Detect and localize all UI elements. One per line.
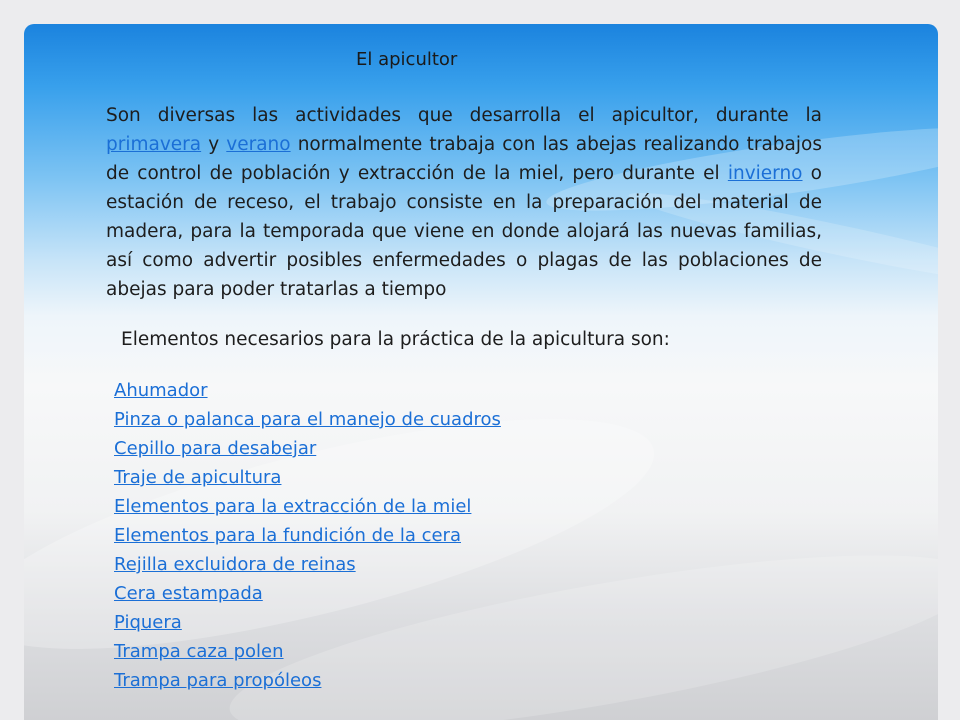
list-item: [114, 550, 501, 579]
link-traje-apicultura[interactable]: Traje de apicultura: [114, 467, 282, 488]
paragraph-text: normalmente trabaja con las abejas realizando trabajos de control de población y extracción de la miel, pero durante el: [106, 134, 822, 184]
intro-paragraph: [106, 101, 822, 304]
link-trampa-propoleos[interactable]: Trampa para propóleos: [114, 670, 322, 691]
link-trampa-caza-polen[interactable]: Trampa caza polen: [114, 641, 284, 662]
list-item: [114, 376, 501, 405]
list-item: [114, 521, 501, 550]
paragraph-text: y: [201, 134, 227, 155]
list-item: [114, 463, 501, 492]
list-item: [114, 608, 501, 637]
elements-subtitle: Elementos necesarios para la práctica de la apicultura son:: [121, 329, 670, 350]
link-primavera[interactable]: primavera: [106, 134, 202, 155]
list-item: [114, 434, 501, 463]
link-fundicion-cera[interactable]: Elementos para la fundición de la cera: [114, 525, 461, 546]
link-piquera[interactable]: Piquera: [114, 612, 182, 633]
paragraph-text: Son diversas las actividades que desarrolla el apicultor, durante la: [106, 105, 822, 126]
list-item: [114, 637, 501, 666]
list-item: [114, 666, 501, 695]
link-ahumador[interactable]: Ahumador: [114, 380, 208, 401]
list-item: [114, 405, 501, 434]
elements-list: [114, 376, 501, 695]
slide-title: El apicultor: [356, 49, 458, 70]
link-invierno[interactable]: invierno: [727, 163, 803, 184]
link-extraccion-miel[interactable]: Elementos para la extracción de la miel: [114, 496, 472, 517]
link-cepillo-desabejar[interactable]: Cepillo para desabejar: [114, 438, 317, 459]
list-item: [114, 492, 501, 521]
link-rejilla-excluidora[interactable]: Rejilla excluidora de reinas: [114, 554, 356, 575]
paragraph-text: o estación de receso, el trabajo consiste en la preparación del material de madera, para la temporada que viene en donde alojará las nuevas familias, así como advertir posibles enfermedades o plagas de las poblaciones de abejas para poder tratarlas a tiempo: [106, 163, 823, 300]
link-cera-estampada[interactable]: Cera estampada: [114, 583, 263, 604]
link-verano[interactable]: verano: [226, 134, 291, 155]
list-item: [114, 579, 501, 608]
link-pinza-palanca[interactable]: Pinza o palanca para el manejo de cuadros: [114, 409, 501, 430]
